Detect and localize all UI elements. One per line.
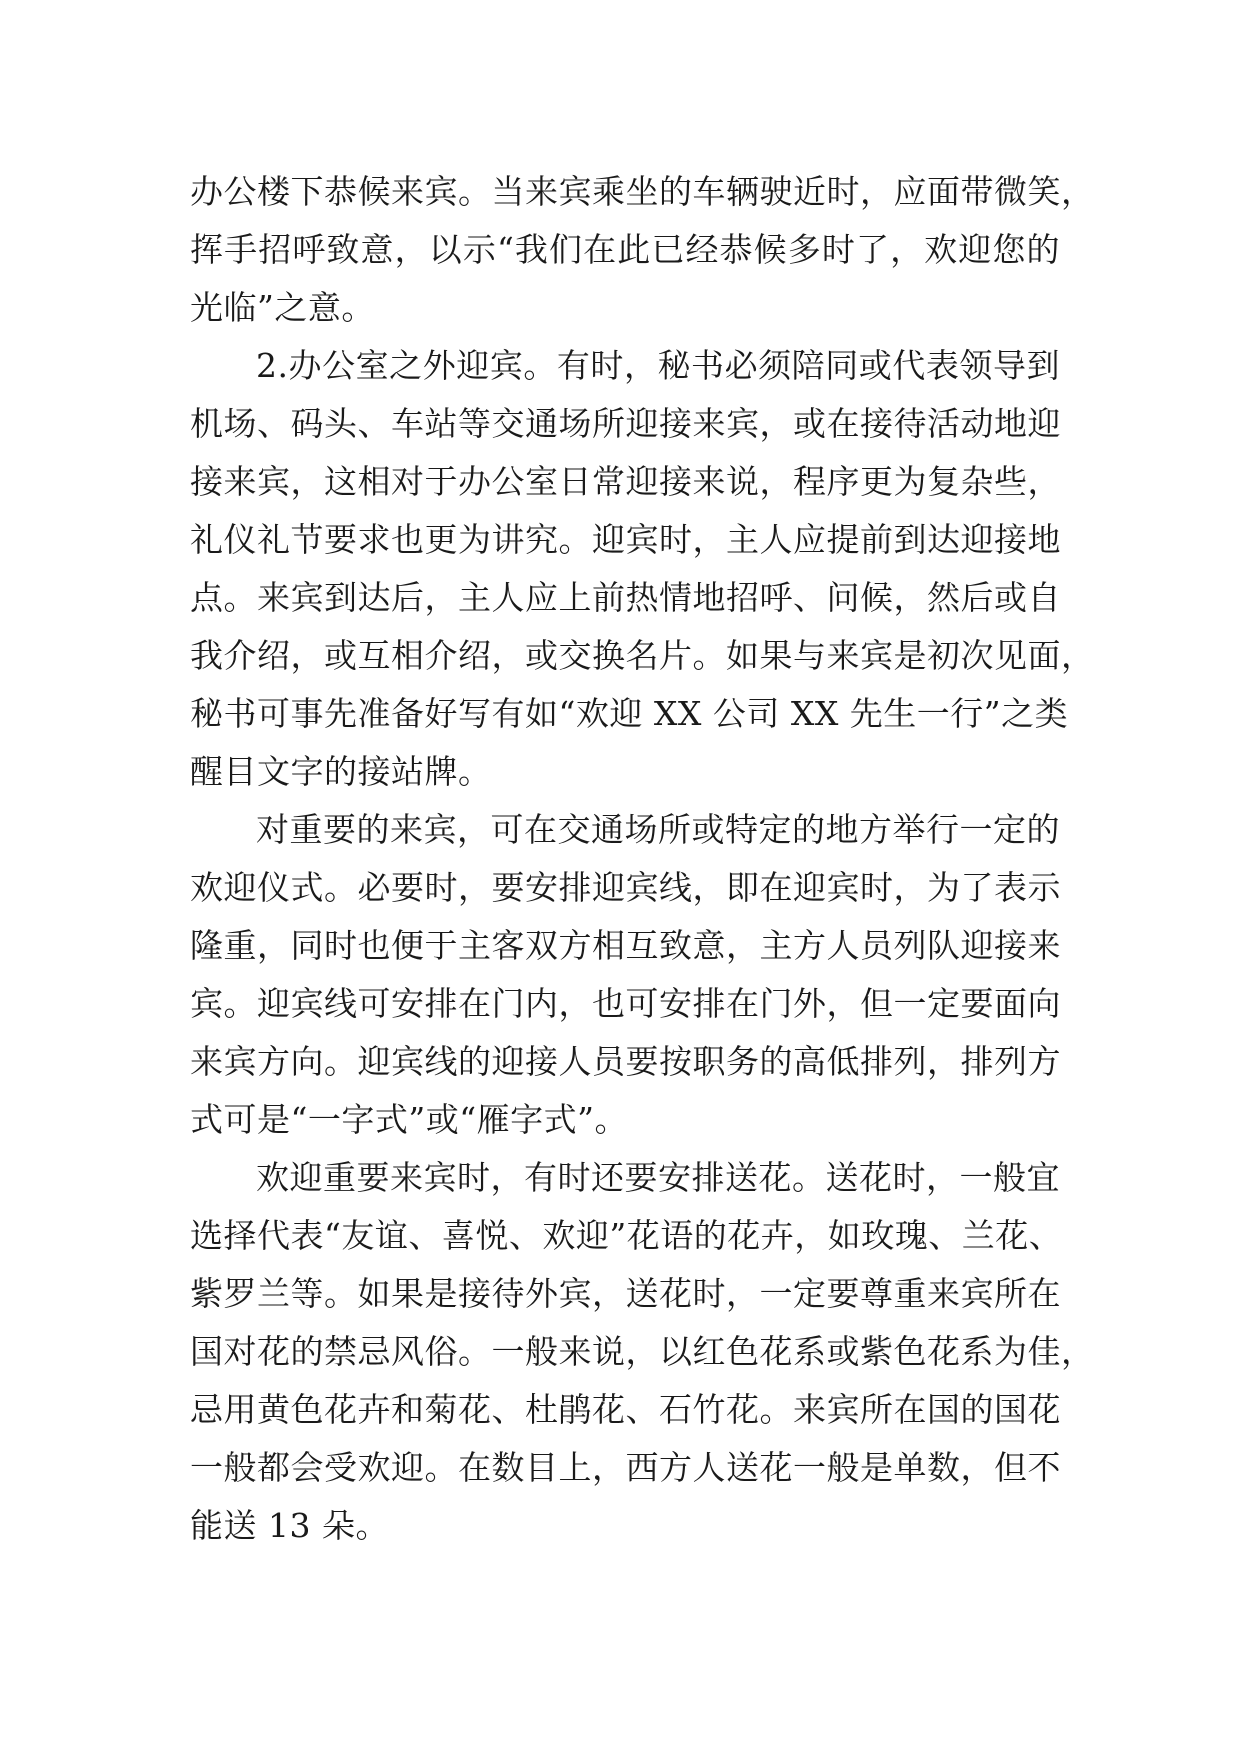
text-line: 隆重，同时也便于主客双方相互致意，主方人员列队迎接来 [190,926,1061,965]
text-line: 秘书可事先准备好写有如“欢迎 XX 公司 XX 先生一行”之类 [190,694,1069,733]
text-line: 机场、码头、车站等交通场所迎接来宾，或在接待活动地迎 [190,404,1061,443]
text-line: 能送 13 朵。 [190,1506,389,1545]
text-line: 2.办公室之外迎宾。有时，秘书必须陪同或代表领导到 [256,346,1060,385]
text-line: 欢迎仪式。必要时，要安排迎宾线，即在迎宾时，为了表示 [190,868,1061,907]
text-line: 醒目文字的接站牌。 [190,752,492,791]
text-line: 国对花的禁忌风俗。一般来说，以红色花系或紫色花系为佳， [190,1332,1095,1371]
text-line: 对重要的来宾，可在交通场所或特定的地方举行一定的 [256,810,1060,849]
text-line: 接来宾，这相对于办公室日常迎接来说，程序更为复杂些， [190,462,1061,501]
text-line: 光临”之意。 [190,288,375,327]
text-line: 我介绍，或互相介绍，或交换名片。如果与来宾是初次见面， [190,636,1095,675]
text-line: 忌用黄色花卉和菊花、杜鹃花、石竹花。来宾所在国的国花 [190,1390,1061,1429]
text-line: 来宾方向。迎宾线的迎接人员要按职务的高低排列，排列方 [190,1042,1061,1081]
text-line: 点。来宾到达后，主人应上前热情地招呼、问候，然后或自 [190,578,1061,617]
text-line: 礼仪礼节要求也更为讲究。迎宾时，主人应提前到达迎接地 [190,520,1061,559]
text-line: 欢迎重要来宾时，有时还要安排送花。送花时，一般宜 [256,1158,1060,1197]
text-line: 紫罗兰等。如果是接待外宾，送花时，一定要尊重来宾所在 [190,1274,1061,1313]
text-line: 一般都会受欢迎。在数目上，西方人送花一般是单数，但不 [190,1448,1061,1487]
text-line: 宾。迎宾线可安排在门内，也可安排在门外，但一定要面向 [190,984,1061,1023]
text-line: 选择代表“友谊、喜悦、欢迎”花语的花卉，如玫瑰、兰花、 [190,1216,1063,1255]
text-line: 办公楼下恭候来宾。当来宾乘坐的车辆驶近时，应面带微笑， [190,172,1095,211]
text-line: 式可是“一字式”或“雁字式”。 [190,1100,628,1139]
text-line: 挥手招呼致意，以示“我们在此已经恭候多时了，欢迎您的 [190,230,1060,269]
